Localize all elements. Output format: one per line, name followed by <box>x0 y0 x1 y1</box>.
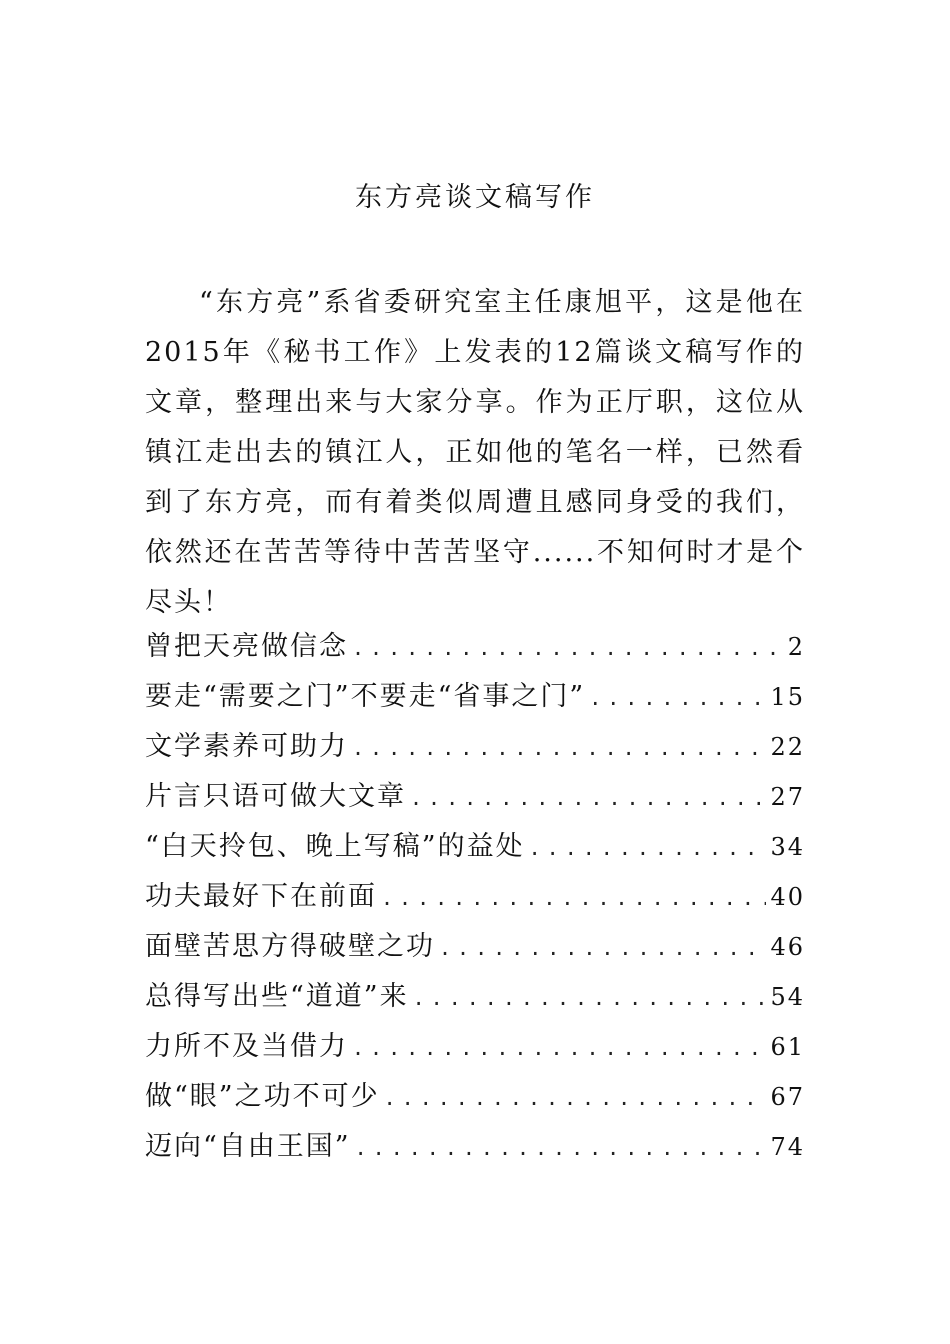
toc-entry-page: 34 <box>770 833 805 861</box>
toc-entry-title: 做“眼”之功不可少 <box>145 1081 380 1112</box>
toc-entry[interactable] <box>145 822 805 872</box>
toc-dot-leader <box>381 873 766 923</box>
toc-entry-title: 总得写出些“道道”来 <box>145 981 409 1012</box>
toc-entry-page: 61 <box>770 1033 805 1061</box>
document-title: 东方亮谈文稿写作 <box>355 182 595 213</box>
toc-entry-page: 27 <box>770 783 805 811</box>
toc-dot-leader <box>352 623 784 673</box>
toc-dot-leader <box>352 1023 766 1073</box>
toc-entry-page: 46 <box>770 933 805 961</box>
toc-entry-page: 22 <box>770 733 805 761</box>
toc-dot-leader <box>352 723 766 773</box>
toc-entry-page: 67 <box>770 1083 805 1111</box>
toc-dot-leader <box>384 1073 767 1123</box>
toc-entry-page: 2 <box>787 633 805 661</box>
intro-paragraph: “东方亮”系省委研究室主任康旭平，这是他在2015年《秘书工作》上发表的12篇谈文稿写作的文章，整理出来与大家分享。作为正厅职，这位从镇江走出去的镇江人，正如他的笔名一样，已然看到了东方亮，而有着类似周遭且感同身受的我们，依然还在苦苦等待中苦苦坚守......不知何时才是个尽头！ <box>145 287 805 618</box>
toc-dot-leader <box>439 923 766 973</box>
toc-entry-title: 迈向“自由王国” <box>145 1131 351 1162</box>
toc-entry[interactable] <box>145 1072 805 1122</box>
toc-entry-title: 曾把天亮做信念 <box>145 631 348 662</box>
toc-entry-page: 54 <box>770 983 805 1011</box>
toc-entry[interactable] <box>145 1122 805 1172</box>
toc-entry-title: 片言只语可做大文章 <box>145 781 406 812</box>
toc-entry[interactable] <box>145 872 805 922</box>
toc-entry-page: 15 <box>770 683 805 711</box>
toc-entry[interactable] <box>145 672 805 722</box>
toc-entry[interactable] <box>145 722 805 772</box>
toc-entry[interactable] <box>145 922 805 972</box>
toc-entry[interactable] <box>145 622 805 672</box>
toc-entry-title: “白天拎包、晚上写稿”的益处 <box>145 831 525 862</box>
toc-dot-leader <box>410 773 766 823</box>
toc-entry-page: 40 <box>770 883 805 911</box>
toc-entry[interactable] <box>145 1022 805 1072</box>
toc-dot-leader <box>413 973 767 1023</box>
toc-entry-title: 功夫最好下在前面 <box>145 881 377 912</box>
table-of-contents <box>145 622 805 1172</box>
toc-entry-page: 74 <box>770 1133 805 1161</box>
toc-dot-leader <box>529 823 767 873</box>
toc-entry[interactable] <box>145 972 805 1022</box>
toc-entry-title: 面壁苦思方得破壁之功 <box>145 931 435 962</box>
toc-entry-title: 要走“需要之门”不要走“省事之门” <box>145 681 586 712</box>
toc-entry[interactable] <box>145 772 805 822</box>
toc-dot-leader <box>355 1123 767 1173</box>
toc-entry-title: 力所不及当借力 <box>145 1031 348 1062</box>
toc-entry-title: 文学素养可助力 <box>145 731 348 762</box>
toc-dot-leader <box>589 673 766 723</box>
